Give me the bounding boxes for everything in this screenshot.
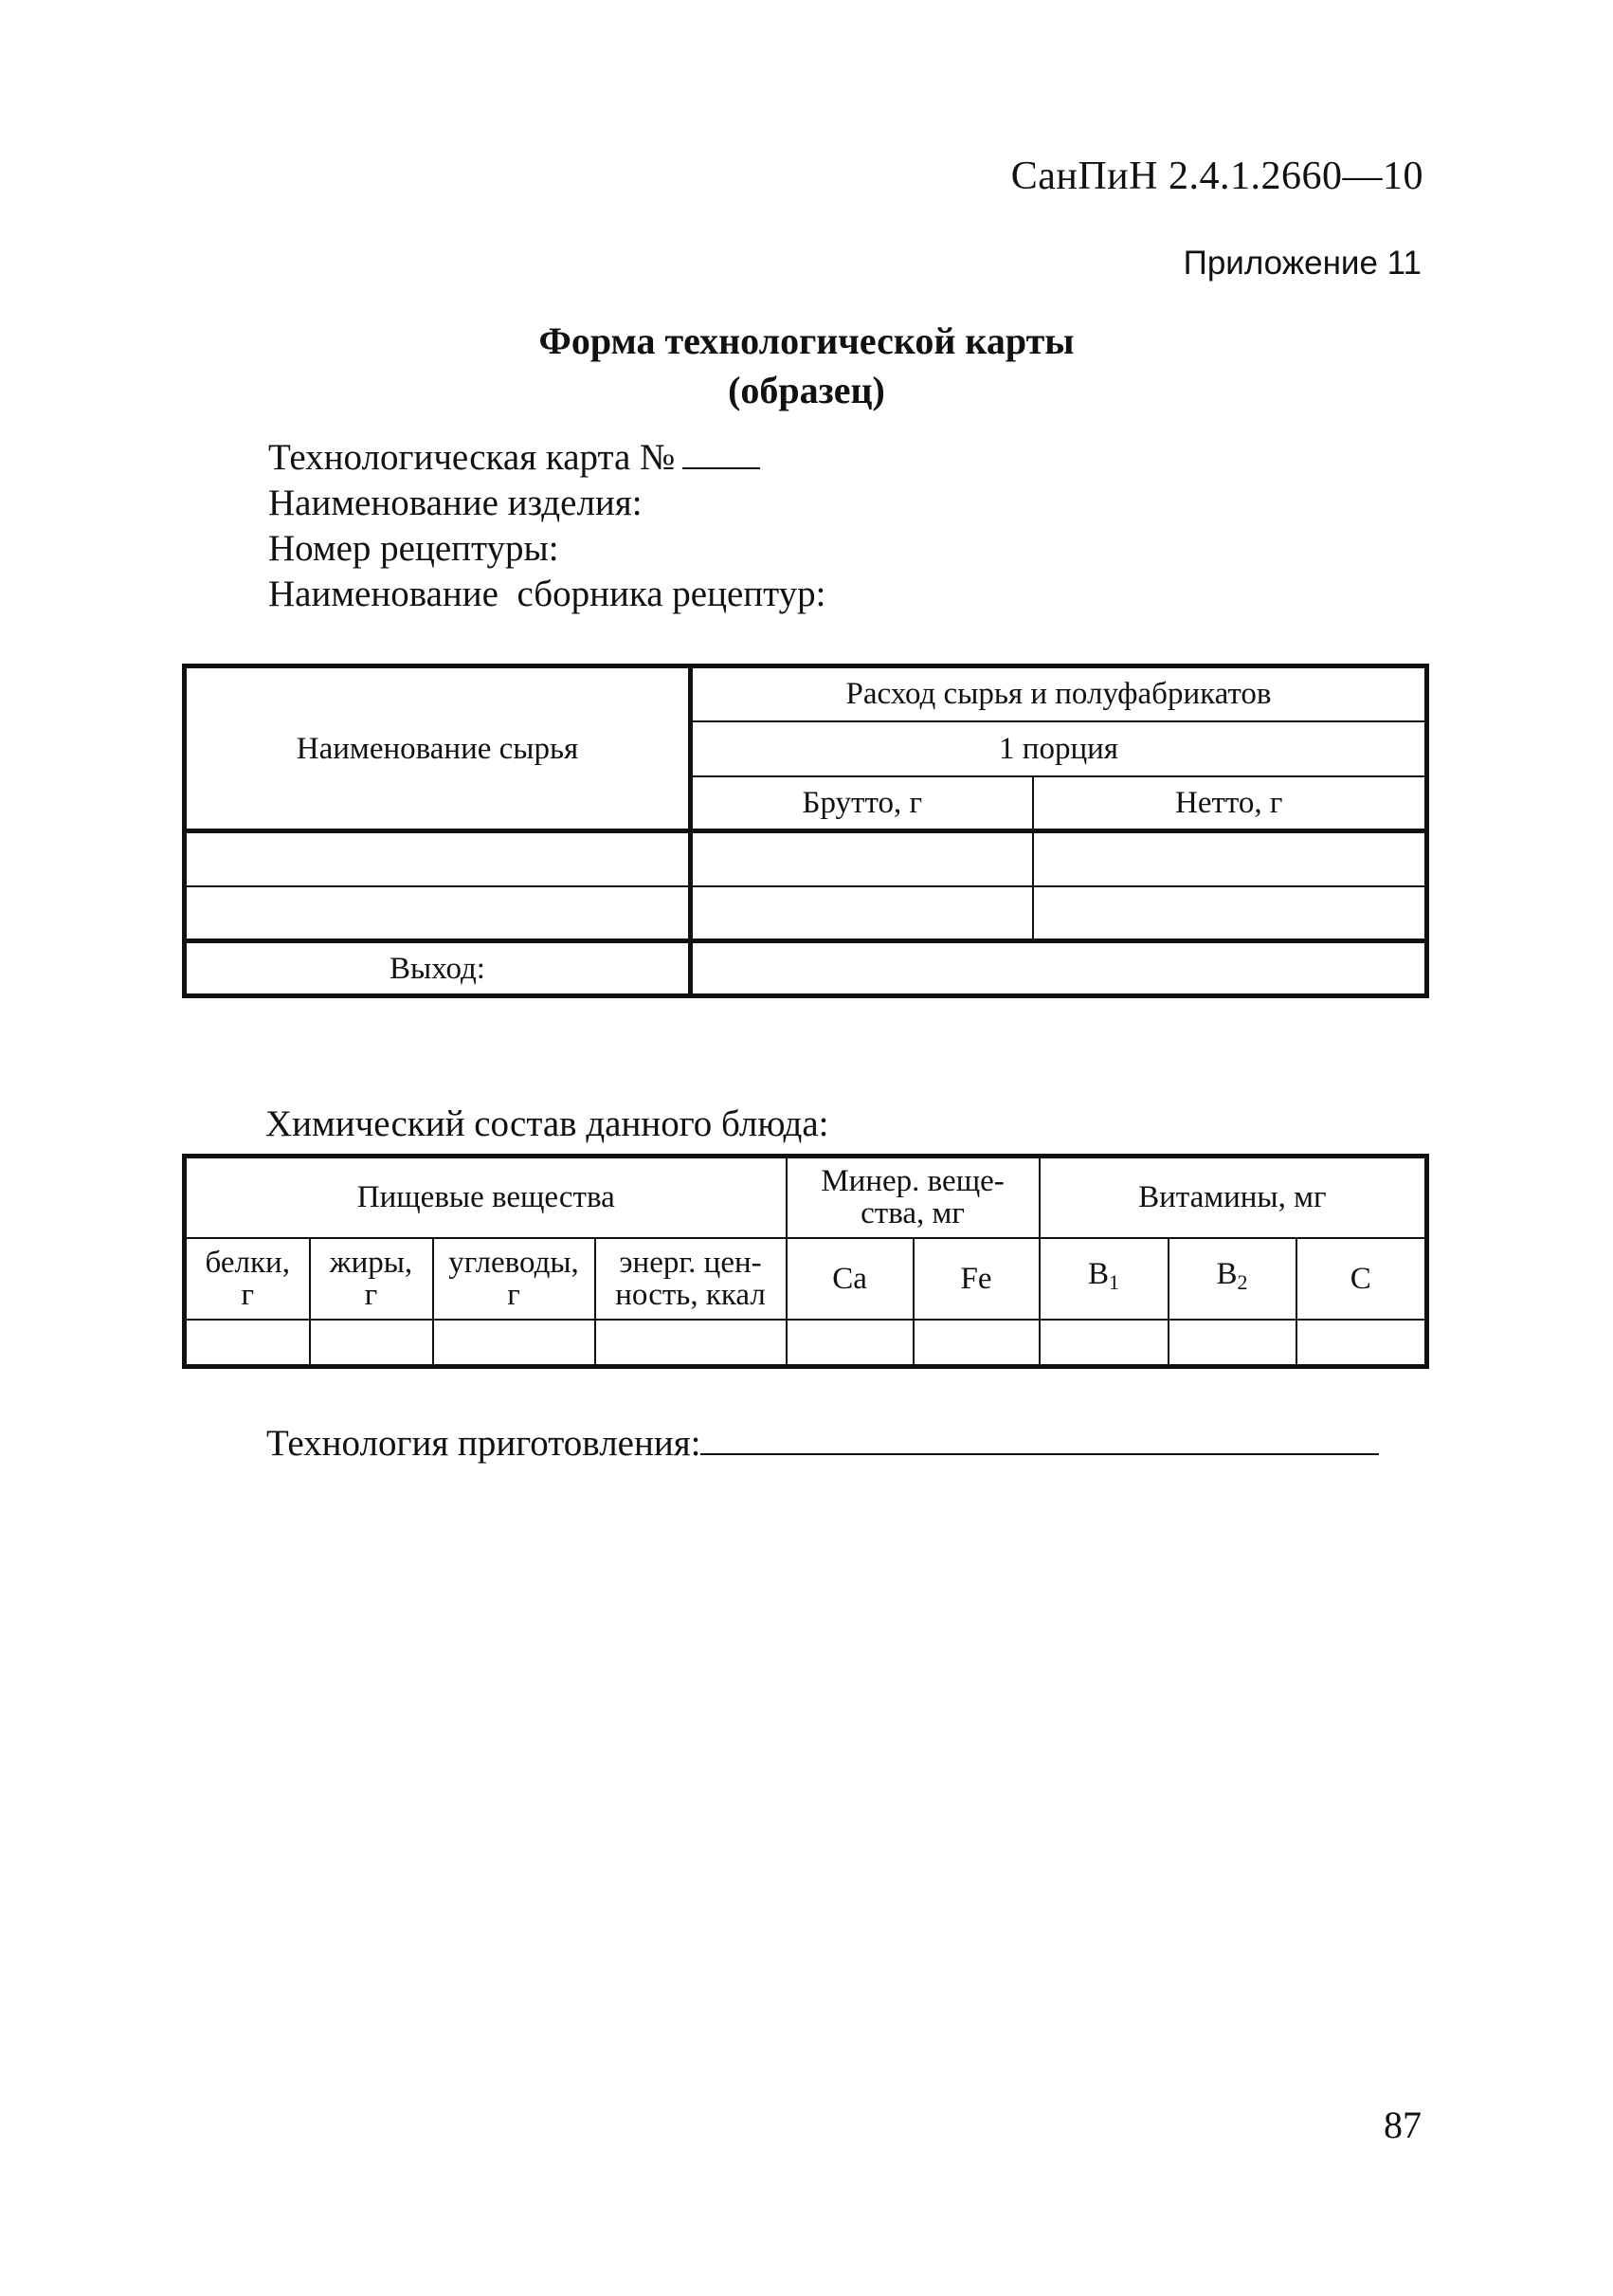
yield-label: Выход: <box>185 941 691 996</box>
fat-header-line-2: г <box>364 1277 378 1312</box>
technology-label: Технология приготовления: <box>266 1423 701 1464</box>
minerals-header-line-1: Минер. веще- <box>821 1164 1005 1199</box>
vitamins-group-header: Витамины, мг <box>1040 1157 1427 1238</box>
carbohydrate-header <box>433 1238 595 1320</box>
table-row <box>185 886 1427 941</box>
iron-cell <box>914 1320 1040 1367</box>
fat-header <box>310 1238 433 1320</box>
technology-blank-line <box>700 1425 1379 1455</box>
vitamin-b1-cell <box>1040 1320 1169 1367</box>
chemical-composition-table <box>182 1154 1429 1369</box>
carbohydrate-header-line-2: г <box>507 1277 520 1312</box>
vitamin-b2-cell <box>1169 1320 1296 1367</box>
vitamin-b1-letter: B <box>1088 1257 1110 1291</box>
card-number-field <box>268 436 760 479</box>
protein-cell <box>185 1320 310 1367</box>
gross-cell <box>691 831 1033 886</box>
title-line-1: Форма технологической карты <box>538 319 1075 362</box>
fat-cell <box>310 1320 433 1367</box>
technology-field <box>266 1422 1379 1465</box>
product-name-label: Наименование изделия: <box>268 483 643 523</box>
raw-name-cell <box>185 886 691 941</box>
protein-header-line-1: белки, <box>205 1245 290 1280</box>
carbohydrate-header-line-1: углеводы, <box>448 1245 579 1280</box>
raw-name-cell <box>185 831 691 886</box>
card-number-label: Технологическая карта № <box>268 437 676 478</box>
chemical-composition-heading: Химический состав данного блюда: <box>265 1103 829 1144</box>
calcium-header: Ca <box>787 1238 914 1320</box>
nutrients-group-header: Пищевые вещества <box>185 1157 787 1238</box>
raw-materials-table <box>182 664 1429 998</box>
yield-row <box>185 941 1427 996</box>
protein-header-line-2: г <box>241 1277 255 1312</box>
table-row <box>185 1320 1427 1367</box>
appendix-label: Приложение 11 <box>1183 245 1422 282</box>
vitamin-b1-subscript: 1 <box>1109 1270 1120 1294</box>
yield-value <box>691 941 1427 996</box>
energy-cell <box>595 1320 787 1367</box>
fat-header-line-1: жиры, <box>329 1245 413 1280</box>
card-number-blank <box>682 439 760 469</box>
document-code: СанПиН 2.4.1.2660—10 <box>1010 155 1423 198</box>
energy-header <box>595 1238 787 1320</box>
portion-header: 1 порция <box>691 721 1427 776</box>
consumption-header: Расход сырья и полуфабрикатов <box>691 666 1427 721</box>
calcium-cell <box>787 1320 914 1367</box>
vitamin-c-header: C <box>1296 1238 1427 1320</box>
vitamin-b2-header <box>1169 1238 1296 1320</box>
gross-header: Брутто, г <box>691 776 1033 831</box>
recipe-number-label: Номер рецептуры: <box>268 528 559 569</box>
net-cell <box>1033 886 1427 941</box>
minerals-header-line-2: ства, мг <box>861 1196 965 1231</box>
vitamin-b2-letter: B <box>1216 1257 1238 1291</box>
iron-header: Fe <box>914 1238 1040 1320</box>
carbohydrate-cell <box>433 1320 595 1367</box>
collection-name-label: Наименование сборника рецептур: <box>268 574 826 614</box>
net-cell <box>1033 831 1427 886</box>
title-line-2: (образец) <box>728 369 885 411</box>
table-row <box>185 831 1427 886</box>
vitamin-b2-subscript: 2 <box>1237 1270 1248 1294</box>
gross-cell <box>691 886 1033 941</box>
protein-header <box>185 1238 310 1320</box>
page-number: 87 <box>1384 2104 1422 2146</box>
net-header: Нетто, г <box>1033 776 1427 831</box>
energy-header-line-2: ность, ккал <box>615 1277 766 1312</box>
energy-header-line-1: энерг. цен- <box>619 1245 762 1280</box>
vitamin-b1-header <box>1040 1238 1169 1320</box>
raw-name-header: Наименование сырья <box>185 666 691 831</box>
page-title <box>0 317 1613 415</box>
minerals-group-header <box>787 1157 1040 1238</box>
vitamin-c-cell <box>1296 1320 1427 1367</box>
